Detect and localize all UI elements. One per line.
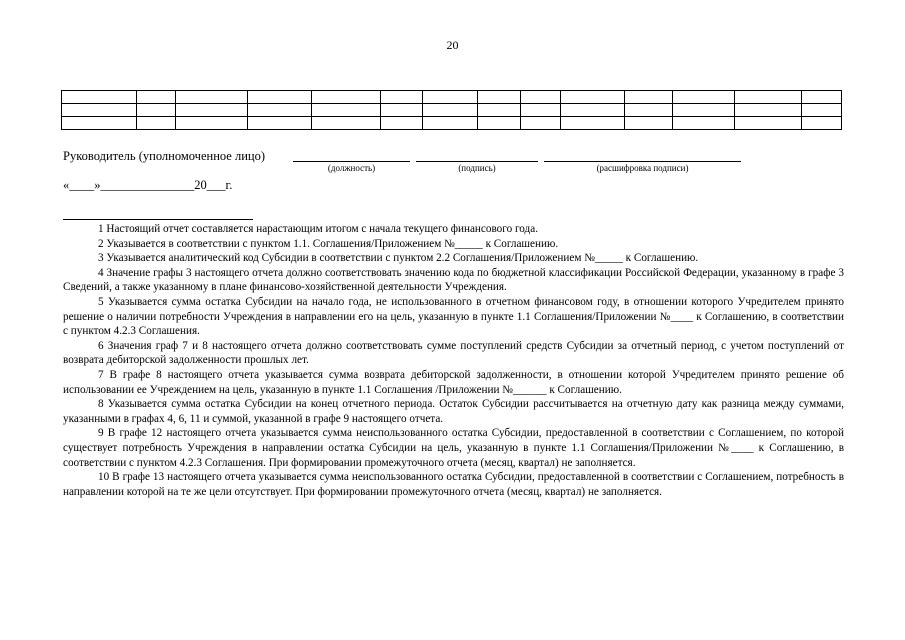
footnote-10: 10 В графе 13 настоящего отчета указывается сумма неиспользованного остатка Субсидии, предоставленной в соответствии с Соглашением, потребность в направлении которой на те же цели отсутствует. При формировании промежуточного отчета (месяц, квартал) не заполняется. <box>63 471 844 498</box>
table-cell <box>312 104 381 117</box>
footnote-6: 6 Значения граф 7 и 8 настоящего отчета должно соответствовать сумме поступлений средств Субсидии за отчетный период, с учетом поступлений от возврата дебиторской задолженности прошлых лет. <box>63 339 844 367</box>
table-cell <box>248 91 312 104</box>
table-cell <box>423 91 478 104</box>
footnote-8: 8 Указывается сумма остатка Субсидии на конец отчетного периода. Остаток Субсидии рассчитывается на отчетную дату как разница между суммами, указанными в графах 4, 6, 11 и суммой, указанной в графе 9 настоящего отчета. <box>63 398 844 425</box>
table-cell <box>312 91 381 104</box>
table-row <box>62 117 842 130</box>
footnote-5: 5 Указывается сумма остатка Субсидии на начало года, не использованного в отчетном финансовом году, в отношении которого Учредителем принято решение о наличии потребности Учреждения в направлении его на цель, указанную в пункте 1.1 Соглашения/Приложении №____ к Соглашению, в соответствии с пунктом 4.2.3 Соглашения. <box>63 295 844 338</box>
page-number: 20 <box>446 38 459 52</box>
table-cell <box>137 104 176 117</box>
table-cell <box>802 104 842 117</box>
table-cell <box>561 104 625 117</box>
table-row <box>62 104 842 117</box>
signature-label: Руководитель (уполномоченное лицо) <box>63 149 266 163</box>
table-cell <box>521 91 561 104</box>
table-cell <box>521 117 561 130</box>
table-cell <box>625 91 673 104</box>
transcript-caption: (расшифровка подписи) <box>596 163 689 173</box>
table-cell <box>735 91 802 104</box>
table-cell <box>423 117 478 130</box>
footnote-separator <box>63 219 253 220</box>
position-line <box>293 161 410 162</box>
signature-line <box>416 161 538 162</box>
footnote-3: 3 Указывается аналитический код Субсидии в соответствии с пунктом 2.2 Соглашения/Приложением №_____ к Соглашению. <box>98 252 699 265</box>
table-cell <box>625 117 673 130</box>
transcript-line <box>544 161 741 162</box>
footnote-9: 9 В графе 12 настоящего отчета указывается сумма неиспользованного остатка Субсидии, предоставленной в соответствии с Соглашением, по которой существует потребность Учреждения в направлении остатка Субсидии на цель, указанную в пункте 1.1 Соглашения/Приложении №____ к Соглашению, в соответствии с пунктом 4.2.3 Соглашения. При формировании промежуточного отчета (месяц, квартал) не заполняется. <box>63 427 844 469</box>
table-cell <box>381 117 423 130</box>
footnote-4: 4 Значение графы 3 настоящего отчета должно соответствовать значению кода по бюджетной классификации Российской Федерации, указанному в графе 3 Сведений, а также указанному в плане финансово-хозяйственной деятельности Учреждения. <box>63 266 844 294</box>
footnote-2: 2 Указывается в соответствии с пунктом 1.1. Соглашения/Приложением №_____ к Соглашению. <box>98 237 559 250</box>
table-cell <box>802 117 842 130</box>
table-cell <box>248 117 312 130</box>
table-cell <box>478 104 521 117</box>
table-cell <box>248 104 312 117</box>
footnote-1: 1 Настоящий отчет составляется нарастающим итогом с начала текущего финансового года. <box>98 223 538 235</box>
report-table <box>61 90 842 130</box>
table-cell <box>561 117 625 130</box>
table-row <box>62 91 842 104</box>
table-cell <box>478 117 521 130</box>
table-cell <box>176 91 248 104</box>
table-cell <box>673 104 735 117</box>
table-cell <box>561 91 625 104</box>
table-cell <box>312 117 381 130</box>
table-cell <box>478 91 521 104</box>
table-cell <box>735 104 802 117</box>
table-cell <box>62 117 137 130</box>
table-cell <box>625 104 673 117</box>
position-caption: (должность) <box>327 163 376 173</box>
table-cell <box>423 104 478 117</box>
table-cell <box>137 117 176 130</box>
table-cell <box>176 117 248 130</box>
table-cell <box>381 91 423 104</box>
table-cell <box>62 104 137 117</box>
signature-block <box>63 149 843 173</box>
table-cell <box>176 104 248 117</box>
table-cell <box>673 117 735 130</box>
table-cell <box>137 91 176 104</box>
date-line: «____»_______________20___г. <box>63 178 233 192</box>
signature-caption: (подпись) <box>458 163 496 173</box>
table-cell <box>521 104 561 117</box>
table-cell <box>381 104 423 117</box>
table-cell <box>673 91 735 104</box>
table-cell <box>802 91 842 104</box>
table-cell <box>735 117 802 130</box>
table-cell <box>62 91 137 104</box>
footnotes <box>63 222 844 499</box>
footnote-7: 7 В графе 8 настоящего отчета указывается сумма возврата дебиторской задолженности, в отношении которой Учредителем принято решение об использовании ее Учреждением на цель, указанную в пункте 1.1 Соглашения /Приложении №______ к Соглашению. <box>63 368 844 396</box>
